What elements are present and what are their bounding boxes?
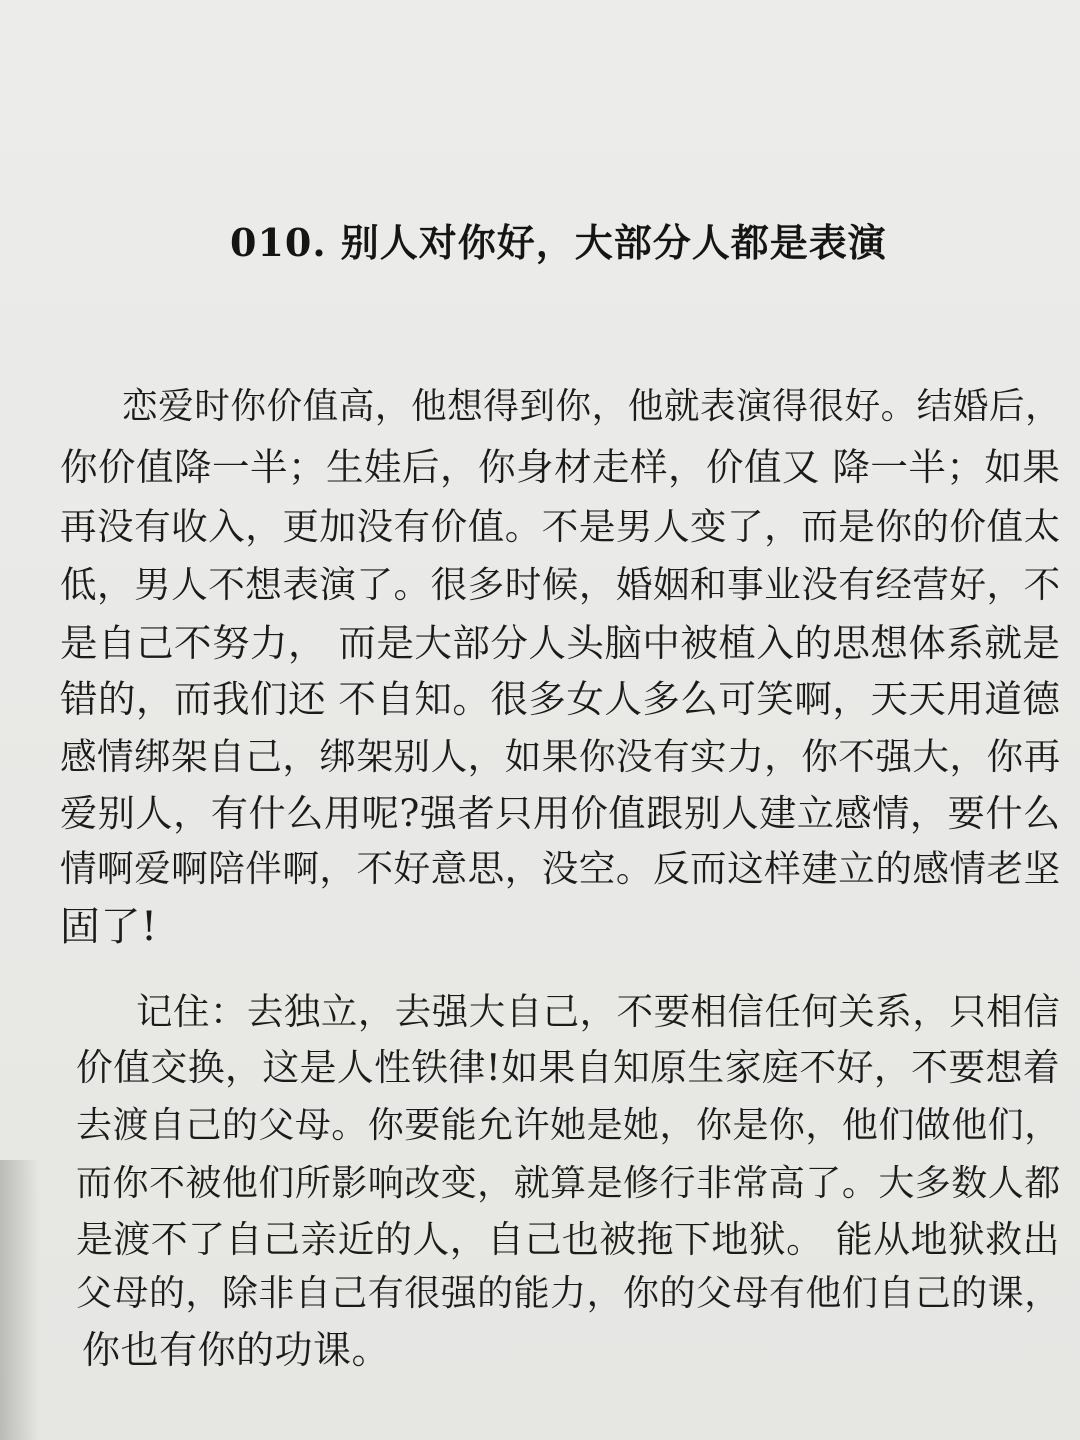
text-line: 低，男人不想表演了。很多时候，婚姻和事业没有经营好，不	[60, 563, 1061, 606]
text-line: 恋爱时你价值高，他想得到你，他就表演得很好。结婚后，	[122, 386, 1062, 427]
section-heading: 010. 别人对你好，大部分人都是表演	[230, 220, 887, 265]
page-edge-shadow	[0, 1160, 40, 1440]
text-line: 去渡自己的父母。你要能允许她是她，你是你，他们做他们，	[76, 1105, 1061, 1146]
text-line: 爱别人，有什么用呢?强者只用价值跟别人建立感情，要什么	[60, 791, 1061, 835]
text-line: 而你不被他们所影响改变，就算是修行非常高了。大多数人都	[76, 1163, 1061, 1204]
text-line: 再没有收入，更加没有价值。不是男人变了，而是你的价值太	[60, 505, 1061, 548]
text-line: 感情绑架自己，绑架别人，如果你没有实力，你不强大，你再	[60, 735, 1061, 778]
text-line: 是渡不了自己亲近的人，自己也被拖下地狱。 能从地狱救出	[76, 1218, 1060, 1261]
text-line: 价值交换，这是人性铁律!如果自知原生家庭不好，不要想着	[76, 1046, 1061, 1089]
text-line: 是自己不努力， 而是大部分人头脑中被植入的思想体系就是	[60, 621, 1061, 665]
text-line: 你也有你的功课。	[82, 1328, 391, 1372]
text-line: 记住：去独立，去强大自己，不要相信任何关系，只相信	[136, 990, 1061, 1033]
text-line: 固了!	[60, 904, 158, 950]
text-line: 错的，而我们还 不自知。很多女人多么可笑啊，天天用道德	[60, 677, 1061, 721]
text-line: 情啊爱啊陪伴啊，不好意思，没空。反而这样建立的感情老坚	[60, 847, 1061, 890]
text-line: 父母的，除非自己有很强的能力，你的父母有他们自己的课，	[76, 1273, 1061, 1314]
text-line: 你价值降一半；生娃后，你身材走样，价值又 降一半；如果	[60, 445, 1061, 489]
